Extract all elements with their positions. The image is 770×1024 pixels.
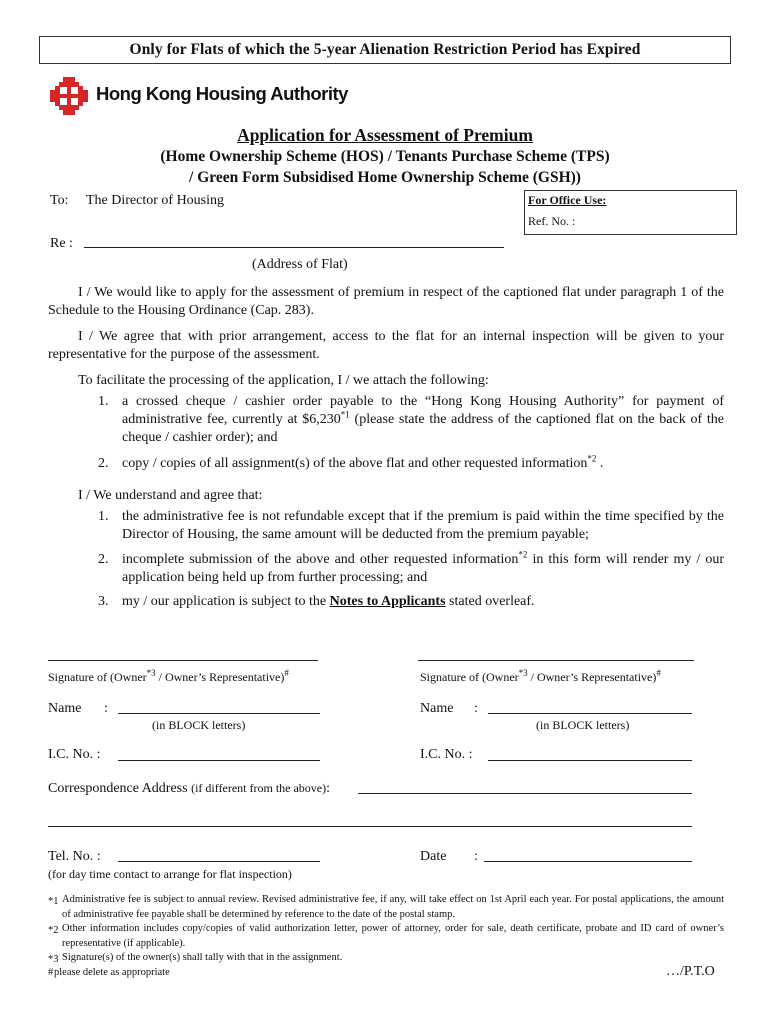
address-line[interactable] — [84, 247, 504, 248]
re-label: Re : — [50, 236, 73, 251]
date-field[interactable] — [484, 861, 692, 862]
understand-intro: I / We understand and agree that: — [78, 488, 263, 503]
to-label: To: — [50, 193, 69, 208]
correspondence-address-field-2[interactable] — [48, 826, 692, 827]
date-label: Date — [420, 849, 447, 864]
form-subtitle-1: (Home Ownership Scheme (HOS) / Tenants Purchase Scheme (TPS) — [160, 148, 610, 165]
understand-item-3: my / our application is subject to the Notes to Applicants stated overleaf. — [122, 594, 535, 609]
form-title: Application for Assessment of Premium — [237, 125, 533, 145]
ic-field-right[interactable] — [488, 760, 692, 761]
correspondence-address-label: Correspondence Address (if different from the above): — [48, 781, 331, 796]
footnote-4: please delete as appropriate — [54, 967, 170, 978]
name-field-left[interactable] — [118, 713, 320, 714]
footnote-3: Signature(s) of the owner(s) shall tally with that in the assignment. — [62, 952, 343, 963]
name-colon-right: : — [474, 701, 478, 716]
understand-item-2-number: 2. — [98, 552, 109, 567]
form-subtitle-2: / Green Form Subsidised Home Ownership Scheme (GSH)) — [189, 169, 581, 186]
tel-field[interactable] — [118, 861, 320, 862]
signature-line-right[interactable] — [418, 660, 694, 661]
attach-item-1-number: 1. — [98, 394, 109, 409]
name-colon-left: : — [104, 701, 108, 716]
understand-item-2: incomplete submission of the above and other requested information$^{*2}$ in this form will render my / our application being held up from further processing; and — [122, 549, 724, 585]
restriction-banner: Only for Flats of which the 5-year Alienation Restriction Period has Expired — [39, 36, 731, 64]
block-letters-right: (in BLOCK letters) — [536, 718, 630, 732]
attach-item-2: copy / copies of all assignment(s) of the above flat and other requested information$^{*2}$ . — [122, 453, 604, 471]
footnote-3-mark: *3 — [48, 954, 59, 965]
ic-label-right: I.C. No. : — [420, 747, 473, 762]
footnote-2: Other information includes copy/copies of valid authorization letter, power of attorney, order for sale, death certificate, probate and ID card of owner’s representative (if applicable). — [62, 923, 724, 949]
notes-to-applicants-link[interactable]: Notes to Applicants — [329, 594, 446, 609]
logo-text: Hong Kong Housing Authority — [96, 83, 348, 104]
name-label-right: Name — [420, 701, 454, 716]
hkha-logo-icon — [50, 77, 88, 115]
ic-label-left: I.C. No. : — [48, 747, 101, 762]
paragraph-apply: I / We would like to apply for the assessment of premium in respect of the captioned flat under paragraph 1 of the Schedule to the Housing Ordinance (Cap. 283). — [48, 285, 724, 318]
understand-item-1: the administrative fee is not refundable except that if the premium is paid within the time specified by the Director of Housing, the same amount will be deducted from the premium payable; — [122, 509, 724, 542]
footnote-4-mark: # — [48, 967, 54, 978]
office-use-title: For Office Use: — [528, 193, 607, 207]
tel-label: Tel. No. : — [48, 849, 101, 864]
attach-item-1: a crossed cheque / cashier order payable to the “Hong Kong Housing Authority” for payment of administrative fee, currently at $6,230$^{*1}$ (please state the address of the captioned flat on the back of the cheque / cashier order); and — [122, 394, 724, 445]
ref-no-label: Ref. No. : — [528, 214, 576, 228]
correspondence-address-field[interactable] — [358, 793, 692, 794]
address-caption: (Address of Flat) — [252, 257, 348, 272]
tel-note: (for day time contact to arrange for flat inspection) — [48, 867, 292, 881]
understand-item-3-number: 3. — [98, 594, 109, 609]
to-recipient: The Director of Housing — [86, 193, 225, 208]
pto-label: …/P.T.O — [666, 964, 715, 979]
ic-field-left[interactable] — [118, 760, 320, 761]
name-field-right[interactable] — [488, 713, 692, 714]
footnote-2-mark: *2 — [48, 925, 59, 936]
understand-item-1-number: 1. — [98, 509, 109, 524]
footnote-1-mark: *1 — [48, 896, 59, 907]
date-colon: : — [474, 849, 478, 864]
attach-intro: To facilitate the processing of the application, I / we attach the following: — [78, 373, 489, 388]
footnote-1: Administrative fee is subject to annual review. Revised administrative fee, if any, will take effect on 1st April each year. For postal applications, the amount of administrative fee payable shall be determined by reference to the date of the postal stamp. — [62, 894, 724, 920]
block-letters-left: (in BLOCK letters) — [152, 718, 246, 732]
signature-line-left[interactable] — [48, 660, 318, 661]
signature-label-right: Signature of (Owner$^{*3}$ / Owner’s Representative)# — [420, 668, 661, 684]
paragraph-access: I / We agree that with prior arrangement, access to the flat for an internal inspection will be given to your representative for the purpose of the assessment. — [48, 329, 724, 362]
signature-label-left: Signature of (Owner$^{*3}$ / Owner’s Representative)# — [48, 668, 289, 684]
name-label-left: Name — [48, 701, 82, 716]
attach-item-2-number: 2. — [98, 456, 109, 471]
